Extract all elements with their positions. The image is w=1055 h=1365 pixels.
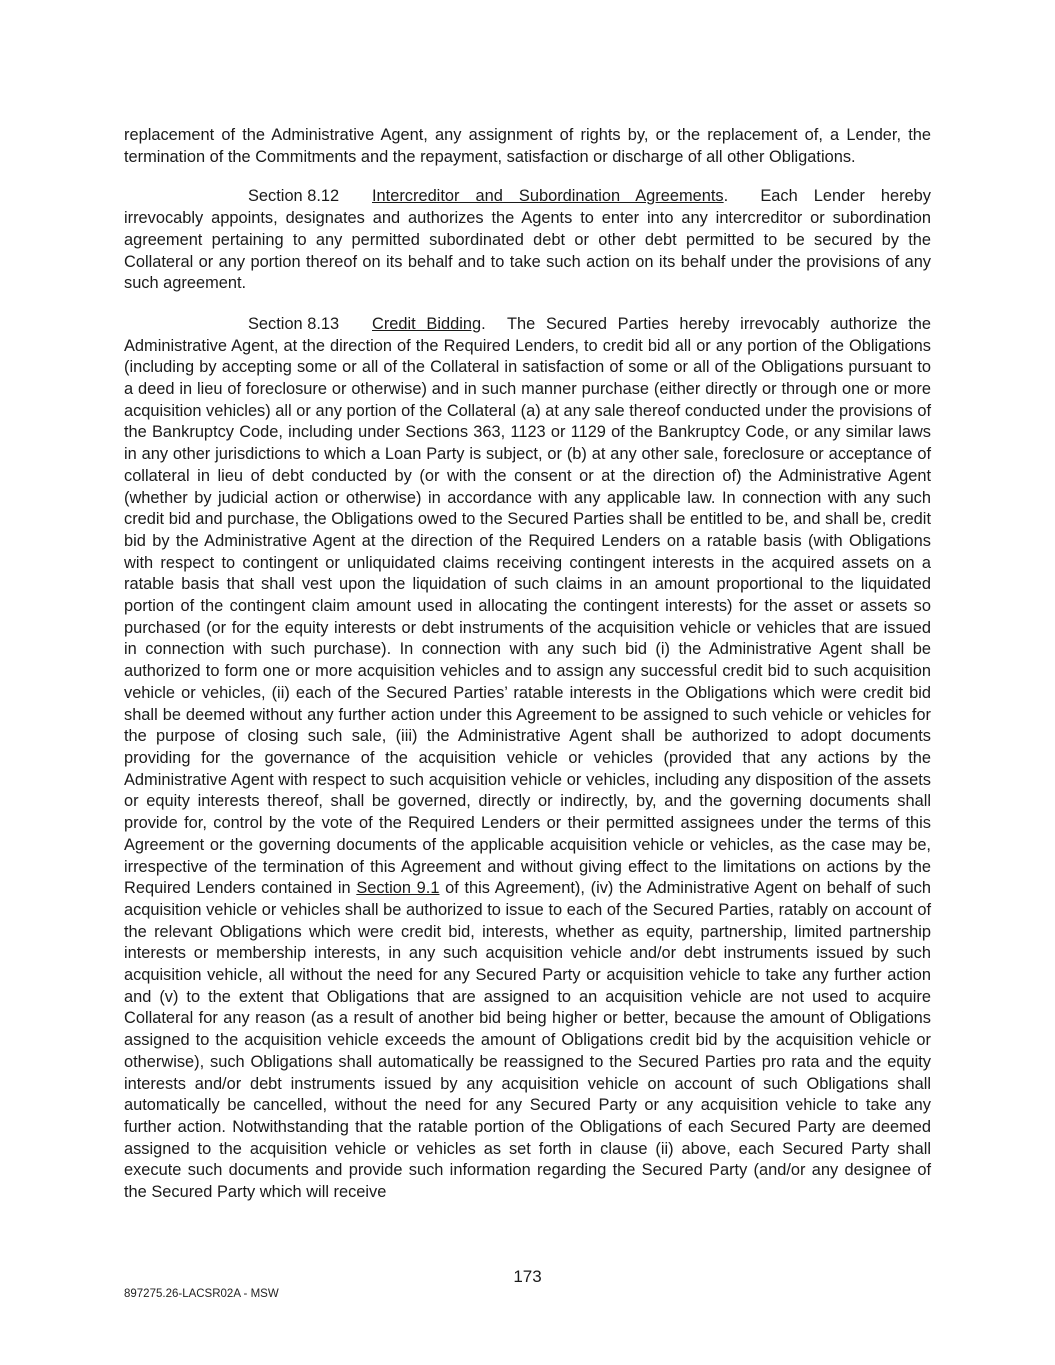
section-8-12-body: Each Lender hereby irrevocably appoints, designates and authorizes the Agents to enter into any intercreditor or subordination agreement pertaining to any permitted subordinated debt or other debt permitted to be secured by the Collateral or any portion thereof on its behalf and to take such action on its behalf under the provisions of any such agreement. bbox=[124, 187, 931, 293]
document-body bbox=[124, 125, 931, 1223]
document-id-footer: 897275.26-LACSR02A - MSW bbox=[124, 1288, 279, 1300]
section-9-1-reference: Section 9.1 bbox=[356, 879, 440, 898]
continued-paragraph: replacement of the Administrative Agent, any assignment of rights by, or the replacement of, a Lender, the termination of the Commitments and the repayment, satisfaction or discharge of all other Obligations. bbox=[124, 126, 931, 166]
section-8-12-title-punct: . bbox=[723, 187, 729, 206]
section-8-12-number: Section 8.12 bbox=[248, 187, 340, 206]
section-8-12-paragraph bbox=[124, 186, 931, 295]
section-8-13-body-part2: of this Agreement), (iv) the Administrative Agent on behalf of such acquisition vehicle or vehicles shall be authorized to issue to each of the Secured Parties, ratably on account of the relevant Obligations which were credit bid, interests, whether as equity, partnership, limited partnership interests or membership interests, in any such acquisition vehicle and/or debt instruments issued by such acquisition vehicle, all without the need for any Secured Party or acquisition vehicle to take any further action and (v) to the extent that Obligations that are assigned to an acquisition vehicle are not used to acquire Collateral for any reason (as a result of another bid being higher or better, because the amount of Obligations assigned to the acquisition vehicle exceeds the amount of Obligations credit bid by the acquisition vehicle or otherwise), such Obligations shall automatically be reassigned to the Secured Parties pro rata and the equity interests and/or debt instruments issued by any acquisition vehicle on account of such Obligations shall automatically be cancelled, without the need for any Secured Party or any acquisition vehicle to take any further action. Notwithstanding that the ratable portion of the Obligations of each Secured Party are deemed assigned to the acquisition vehicle or vehicles as set forth in clause (ii) above, each Secured Party shall execute such documents and provide such information regarding the Secured Party (and/or any designee of the Secured Party which will receive bbox=[124, 879, 932, 1202]
section-8-13-title: Credit Bidding bbox=[372, 314, 482, 333]
section-8-13-paragraph bbox=[124, 314, 931, 1204]
page-number: 173 bbox=[513, 1267, 542, 1286]
section-8-13-body-part1: The Secured Parties hereby irrevocably authorize the Administrative Agent, at the direction of the Required Lenders, to credit bid all or any portion of the Obligations (including by accepting some or all of the Collateral in satisfaction of some or all of the Obligations pursuant to a deed in lieu of foreclosure or otherwise) and in such manner purchase (either directly or through one or more acquisition vehicles) all or any portion of the Collateral (a) at any sale thereof conducted under the provisions of the Bankruptcy Code, including under Sections 363, 1123 or 1129 of the Bankruptcy Code, or any similar laws in any other jurisdictions to which a Loan Party is subject, or (b) at any other sale, foreclosure or acceptance of collateral in lieu of debt conducted by (or with the consent or at the direction of) the Administrative Agent (whether by judicial action or otherwise) in accordance with any applicable law. In connection with any such credit bid and purchase, the Obligations owed to the Secured Parties shall be entitled to be, and shall be, credit bid by the Administrative Agent at the direction of the Required Lenders on a ratable basis (with Obligations with respect to contingent or unliquidated claims receiving contingent interests in the acquired assets on a ratable basis that shall vest upon the liquidation of such claims in an amount proportional to the liquidated portion of the contingent claim amount used in allocating the contingent interests) for the asset or assets so purchased (or for the equity interests or debt instruments of the acquisition vehicle or vehicles that are issued in connection with such purchase). In connection with any such bid (i) the Administrative Agent shall be authorized to form one or more acquisition vehicles and to assign any successful credit bid to such acquisition vehicle or vehicles, (ii) each of the Secured Parties’ ratable interests in the Obligations which were credit bid shall be deemed without any further action under this Agreement to be assigned to such vehicle or vehicles for the purpose of closing such sale, (iii) the Administrative Agent shall be authorized to adopt documents providing for the governance of the acquisition vehicle or vehicles (provided that any actions by the Administrative Agent with respect to such acquisition vehicle or vehicles, including any disposition of the assets or equity interests thereof, shall be governed, directly or indirectly, by, and the governing documents shall provide for, control by the vote of the Required Lenders or their permitted assignees under the terms of this Agreement or the governing documents of the applicable acquisition vehicle or vehicles, as the case may be, irrespective of the termination of this Agreement and without giving effect to the limitations on actions by the Required Lenders contained in bbox=[124, 314, 931, 898]
section-8-13-title-punct: . bbox=[481, 314, 486, 333]
section-8-12-title: Intercreditor and Subordination Agreements bbox=[372, 187, 724, 206]
section-8-13-number: Section 8.13 bbox=[248, 314, 340, 333]
